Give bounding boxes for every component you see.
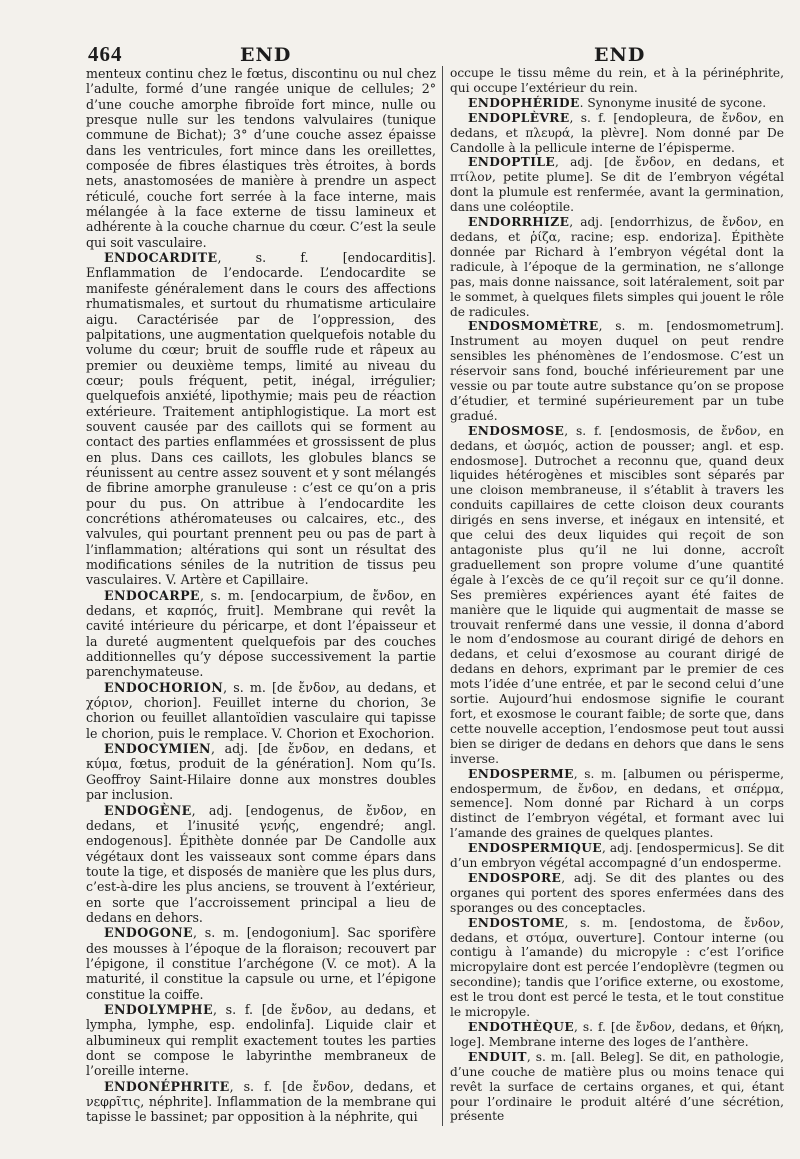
column-divider — [442, 66, 443, 1126]
entry-headword: ENDORRHIZE — [468, 215, 570, 230]
entry-text: , s. m. [albumen ou périsperme, endospermum, de ἔνδον, en dedans, et σπέρμα, semence]. Nom donné par Richard à un corps distinct de l’embryon végétal, et formant avec lui l’amande des graines de quelques plantes. — [450, 766, 784, 841]
dictionary-entry — [86, 925, 436, 1002]
entry-text: , s. m. [endogonium]. Sac sporifère des mousses à l’époque de la floraison; recouvert par l’épigone, il constitue l’archégone (V. ce mot). A la maturité, il constitue la capsule ou urne, et l’épigone constitue la coiffe. — [86, 925, 436, 1002]
entry-text: . Synonyme inusité de sycone. — [579, 95, 767, 110]
entry-text: , adj. [endogenus, de ἔνδον, en dedans, et l’inusité γενής, engendré; angl. endogenous]. Épithète donnée par De Candolle aux végétaux dont les vaisseaux sont comme épars dans toute la tige, et disposés de manière que les plus durs, c’est-à-dire les plus anciens, se trouvent à l’extérieur, en sorte que l’accroissement principal a lieu de dedans en dehors. — [86, 802, 436, 925]
entry-headword: ENDOPTILE — [468, 155, 556, 170]
entry-headword: ENDOSPERME — [468, 766, 574, 781]
entry-text: , s. m. [all. Beleg]. Se dit, en pathologie, d’une couche de matière plus ou moins tenace qui revêt la surface de certains organes, et qui, étant pour l’ordinaire le produit altéré d’une sécrétion, présente — [450, 1049, 784, 1124]
entry-headword: ENDOCYMIEN — [104, 741, 211, 757]
continuation-paragraph — [86, 66, 436, 250]
entry-headword: ENDUIT — [468, 1049, 527, 1064]
entry-text: , s. f. [endopleura, de ἔνδον, en dedans, et πλευρά, la plèvre]. Nom donné par De Candolle à la pellicule interne de l’épisperme. — [450, 110, 784, 155]
entry-text: , s. f. [endosmosis, de ἔνδον, en dedans, et ὠσμός, action de pousser; angl. et esp. endosmose]. Dutrochet a reconnu que, quand deux liquides hétérogènes et miscibles sont séparés par une cloison membraneuse, il s’établit à travers les conduits capillaires de cette cloison deux courants dirigés en sens inverse, et inégaux en intensité, et que celui des deux liquides qui reçoit de son antagoniste plus qu’il ne lui donne, accroît graduellement son propre volume d’une quantité égale à l’excès de ce qu’il reçoit sur ce qu’il donne. Ses premières expériences ayant été faites de manière que le liquide qui augmentait de masse se trouvait renfermé dans une vessie, il donna d’abord le nom d’endosmose au courant dirigé de dehors en dedans, et celui d’exosmose au courant dirigé de dedans en dehors, exprimant par le premier de ces mots l’idée d’une entrée, et par le second celui d’une sortie. Aujourd’hui endosmose signifie le courant fort, et exosmose le courant faible; de sorte que, dans cette nouvelle acception, l’endosmose peut tout aussi bien se diriger de dedans en dehors que dans le sens inverse. — [450, 423, 784, 766]
entry-text: , s. f. [de ἔνδον, dedans, et θήκη, loge]. Membrane interne des loges de l’anthère. — [450, 1020, 784, 1049]
entry-headword: ENDOSMOMÈTRE — [468, 319, 599, 334]
entry-headword: ENDOPLÈVRE — [468, 110, 570, 125]
entry-headword: ENDOCHORION — [104, 679, 224, 695]
continuation-paragraph — [450, 66, 784, 96]
entry-text: , s. m. [de ἔνδον, au dedans, et χόριον, chorion]. Feuillet interne du chorion, 3e chorion ou feuillet allantoïdien vasculaire qui tapisse le chorion, puis le remplace. V. Chorion et Exochorion. — [86, 679, 436, 741]
entry-text: , s. f. [de ἔνδον, dedans, et νεφρῖτις, néphrite]. Inflammation de la membrane qui tapisse le bassinet; par opposition à la néphrite, qui — [86, 1078, 436, 1125]
page-number: 464 — [88, 42, 123, 66]
dictionary-entry — [450, 96, 784, 111]
entry-headword: ENDOTHÈQUE — [468, 1020, 575, 1034]
dictionary-entry — [450, 767, 784, 842]
entry-headword: ENDOGONE — [104, 925, 194, 941]
entry-headword: ENDOPHÉRIDE — [468, 95, 580, 110]
entry-text: , s. f. [endocarditis]. Enflammation de l’endocarde. L’endocardite se manifeste généralement dans le cours des affections rhumatismales, et surtout du rhumatisme articulaire aigu. Caractérisée par de l’oppression, des palpitations, une augmentation quelquefois notable du volume du cœur; bruit de souffle rude et râpeux au premier ou deuxième temps, limité au niveau du cœur; pouls fréquent, petit, inégal, irrégulier; quelquefois anxiété, lipothymie; mais peu de réaction extérieure. Traitement antiphlogistique. La mort est souvent causée par des caillots qui se forment au contact des parties enflammées et grossissent de plus en plus. Dans ces caillots, les globules blancs se réunissent au centre assez souvent et y sont mélangés de fibrine amorphe granuleuse : c’est ce qu’on a pris pour du pus. On attribue à l’endocardite les concrétions athéromateuses ou calcaires, etc., des valvules, qui pourtant prennent peu ou pas de part à l’inflammation; altérations qui sont un résultat des modifications séniles de la nutrition de tissus peu vasculaires. V. Artère et Capillaire. — [86, 250, 436, 588]
entry-text: , s. m. [endocarpium, de ἔνδον, en dedans, et καρπός, fruit]. Membrane qui revêt la cavité intérieure du péricarpe, et dont l’épaisseur et la dureté augmentent quelquefois par des couches additionnelles qu’y dépose successivement la partie parenchymateuse. — [86, 587, 436, 680]
dictionary-entry — [86, 741, 436, 802]
entry-text: , s. m. [endosmometrum]. Instrument au moyen duquel on peut rendre sensibles les phénomènes de l’endosmose. C’est un réservoir sans fond, bouché inférieurement par une vessie ou par toute autre substance qu’on se propose d’étudier, et terminé supérieurement par un tube gradué. — [450, 319, 784, 423]
entry-text: , adj. [endospermicus]. Se dit d’un embryon végétal accompagné d’un endosperme. — [450, 841, 784, 871]
running-head-left: END — [240, 44, 292, 66]
dictionary-entry — [450, 871, 784, 916]
entry-text: , adj. [endorrhizus, de ἔνδον, en dedans, et ῥίζα, racine; esp. endoriza]. Épithète donnée par Richard à l’embryon végétal dont la radicule, à l’époque de la germination, ne s’allonge pas, mais donne naissance, soit latéralement, soit par le sommet, à quelques filets simples qui jouent le rôle de radicules. — [450, 215, 784, 319]
dictionary-entry — [86, 680, 436, 741]
entry-text: menteux continu chez le fœtus, discontinu ou nul chez l’adulte, formé d’une rangée unique de cellules; 2° d’une couche amorphe fibroïde fort mince, nulle ou presque nulle sur les tendons valvulaires (tunique commune de Bichat); 3° d’une couche assez épaisse dans les ventricules, fort mince dans les oreillettes, composée de fibres élastiques très étroites, à bords nets, anastomosées de manière à prendre un aspect réticulé, couche fort serrée à la face interne, mais mélangée à la face externe de tissu lamineux et adhérente à la couche charnue du cœur. C’est la seule qui soit vasculaire. — [86, 66, 436, 250]
dictionary-entry — [450, 424, 784, 767]
entry-text: , adj. Se dit des plantes ou des organes qui portent des spores enfermées dans des sporanges ou des conceptacles. — [450, 870, 784, 915]
entry-text: , s. f. [de ἔνδον, au dedans, et lympha, lymphe, esp. endolinfa]. Liquide clair et albumineux qui remplit exactement toutes les parties dont se compose le labyrinthe membraneux de l’oreille interne. — [86, 1001, 436, 1079]
entry-headword: ENDONÉPHRITE — [104, 1078, 230, 1094]
dictionary-entry — [450, 319, 784, 423]
entry-headword: ENDOSTOME — [468, 915, 565, 930]
dictionary-entry — [450, 215, 784, 319]
entry-headword: ENDOCARDITE — [104, 250, 218, 266]
dictionary-entry — [86, 250, 436, 588]
dictionary-entry — [86, 588, 436, 680]
dictionary-entry — [450, 155, 784, 215]
dictionary-entry — [450, 841, 784, 871]
dictionary-entry — [86, 1079, 436, 1125]
dictionary-entry — [86, 803, 436, 926]
entry-headword: ENDOCARPE — [104, 587, 200, 603]
entry-headword: ENDOGÈNE — [104, 802, 192, 818]
entry-headword: ENDOSMOSE — [468, 423, 565, 438]
dictionary-entry — [450, 1020, 784, 1050]
running-head-right: END — [594, 44, 646, 66]
entry-text: , adj. [de ἔνδον, en dedans, et πτίλον, petite plume]. Se dit de l’embryon végétal dont la plumule est renfermée, avant la germination, dans une coléoptile. — [450, 155, 784, 215]
entry-text: , s. m. [endostoma, de ἔνδον, dedans, et στόμα, ouverture]. Contour interne (ou contigu à l’amande) du micropyle : c’est l’orifice micropylaire dont est percée l’endoplèvre (tegmen ou secondine); tandis que l’orifice externe, ou exostome, est le trou dont est percé le testa, et le tout constitue le micropyle. — [450, 915, 784, 1020]
left-column — [86, 66, 436, 1125]
right-column — [450, 66, 784, 1124]
dictionary-entry — [86, 1002, 436, 1079]
entry-headword: ENDOLYMPHE — [104, 1001, 213, 1017]
dictionary-entry — [450, 1050, 784, 1125]
entry-headword: ENDOSPORE — [468, 870, 562, 885]
entry-text: occupe le tissu même du rein, et à la périnéphrite, qui occupe l’extérieur du rein. — [450, 66, 784, 95]
dictionary-entry — [450, 111, 784, 156]
entry-text: , adj. [de ἔνδον, en dedans, et κύμα, fœtus, produit de la génération]. Nom qu’Is. Geoffroy Saint-Hilaire donne aux monstres doubles par inclusion. — [86, 741, 436, 803]
dictionary-entry — [450, 916, 784, 1020]
entry-headword: ENDOSPERMIQUE — [468, 841, 602, 856]
